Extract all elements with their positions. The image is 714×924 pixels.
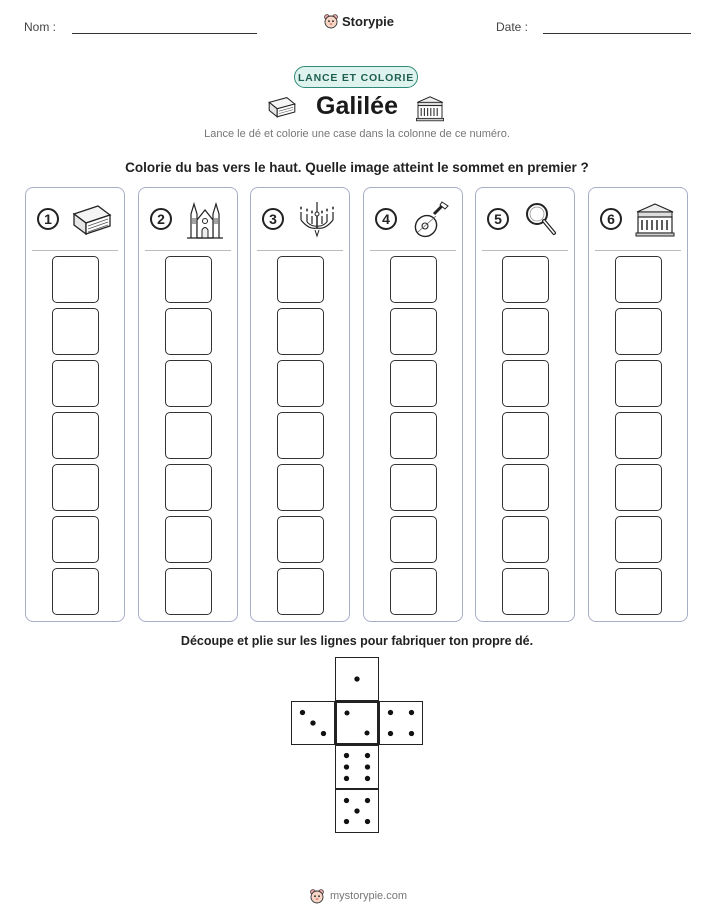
activity-badge: LANCE ET COLORIE: [294, 66, 418, 88]
color-cell[interactable]: [502, 464, 549, 511]
name-label: Nom :: [24, 20, 57, 34]
column-number: 3: [262, 208, 284, 230]
color-cell[interactable]: [277, 412, 324, 459]
color-cell[interactable]: [277, 360, 324, 407]
color-cell[interactable]: [165, 516, 212, 563]
column-header: [364, 200, 462, 240]
column-3: [250, 187, 350, 622]
magnifying-glass-icon: [520, 200, 564, 240]
instruction-text: Colorie du bas vers le haut. Quelle image atteint le sommet en premier ?: [125, 160, 589, 175]
palace-icon: [633, 200, 677, 240]
page-title: Galilée: [316, 92, 398, 120]
column-header: [139, 200, 237, 240]
dice-face-2: [335, 701, 379, 745]
column-1: [25, 187, 125, 622]
color-cell[interactable]: [277, 568, 324, 615]
page-subtitle: Lance le dé et colorie une case dans la colonne de ce numéro.: [204, 128, 510, 140]
color-cell[interactable]: [277, 464, 324, 511]
column-header: [26, 200, 124, 240]
column-number: 1: [37, 208, 59, 230]
color-cell[interactable]: [502, 360, 549, 407]
color-cell[interactable]: [277, 256, 324, 303]
color-cell[interactable]: [165, 568, 212, 615]
color-cell[interactable]: [52, 256, 99, 303]
color-cell[interactable]: [277, 516, 324, 563]
name-line[interactable]: [72, 33, 257, 34]
color-cell[interactable]: [615, 412, 662, 459]
color-cell[interactable]: [615, 256, 662, 303]
column-6: [588, 187, 688, 622]
color-cell[interactable]: [52, 412, 99, 459]
color-cell[interactable]: [615, 360, 662, 407]
color-cell[interactable]: [502, 256, 549, 303]
color-cell[interactable]: [165, 464, 212, 511]
color-cell[interactable]: [390, 308, 437, 355]
dice-face-5: [335, 789, 379, 833]
book-icon: [70, 200, 114, 240]
color-cell[interactable]: [390, 464, 437, 511]
color-cell[interactable]: [390, 412, 437, 459]
storypie-mascot-icon: [309, 888, 325, 904]
column-number: 2: [150, 208, 172, 230]
column-number: 6: [600, 208, 622, 230]
color-cell[interactable]: [615, 464, 662, 511]
column-number: 4: [375, 208, 397, 230]
brand-name: Storypie: [342, 13, 395, 29]
date-line[interactable]: [543, 33, 691, 34]
column-number: 5: [487, 208, 509, 230]
dice-face-1: [335, 657, 379, 701]
dice-face-6: [335, 745, 379, 789]
brand-logo: [323, 13, 394, 29]
column-4: [363, 187, 463, 622]
color-cell[interactable]: [52, 308, 99, 355]
color-cell[interactable]: [502, 516, 549, 563]
color-cell[interactable]: [502, 412, 549, 459]
color-cell[interactable]: [615, 568, 662, 615]
color-cell[interactable]: [52, 568, 99, 615]
dice-face-4: [379, 701, 423, 745]
footer-url[interactable]: mystorypie.com: [330, 890, 408, 902]
color-cell[interactable]: [502, 308, 549, 355]
column-header: [251, 200, 349, 240]
color-cell[interactable]: [615, 516, 662, 563]
storypie-mascot-icon: [323, 13, 339, 29]
lute-icon: [408, 200, 452, 240]
color-cell[interactable]: [390, 256, 437, 303]
color-cell[interactable]: [502, 568, 549, 615]
color-cell[interactable]: [52, 464, 99, 511]
column-header: [589, 200, 687, 240]
chandelier-icon: [295, 200, 339, 240]
color-cell[interactable]: [165, 256, 212, 303]
column-5: [475, 187, 575, 622]
column-2: [138, 187, 238, 622]
color-cell[interactable]: [165, 308, 212, 355]
date-label: Date :: [496, 20, 529, 34]
cut-instruction-text: Découpe et plie sur les lignes pour fabriquer ton propre dé.: [180, 634, 534, 648]
color-cell[interactable]: [52, 360, 99, 407]
cathedral-icon: [183, 200, 227, 240]
color-cell[interactable]: [277, 308, 324, 355]
palace-icon: [414, 94, 446, 122]
color-cell[interactable]: [390, 568, 437, 615]
book-icon: [266, 94, 298, 122]
color-cell[interactable]: [165, 412, 212, 459]
color-cell[interactable]: [615, 308, 662, 355]
footer: [309, 888, 407, 904]
column-header: [476, 200, 574, 240]
color-cell[interactable]: [165, 360, 212, 407]
color-cell[interactable]: [390, 516, 437, 563]
color-cell[interactable]: [52, 516, 99, 563]
color-cell[interactable]: [390, 360, 437, 407]
dice-face-3: [291, 701, 335, 745]
